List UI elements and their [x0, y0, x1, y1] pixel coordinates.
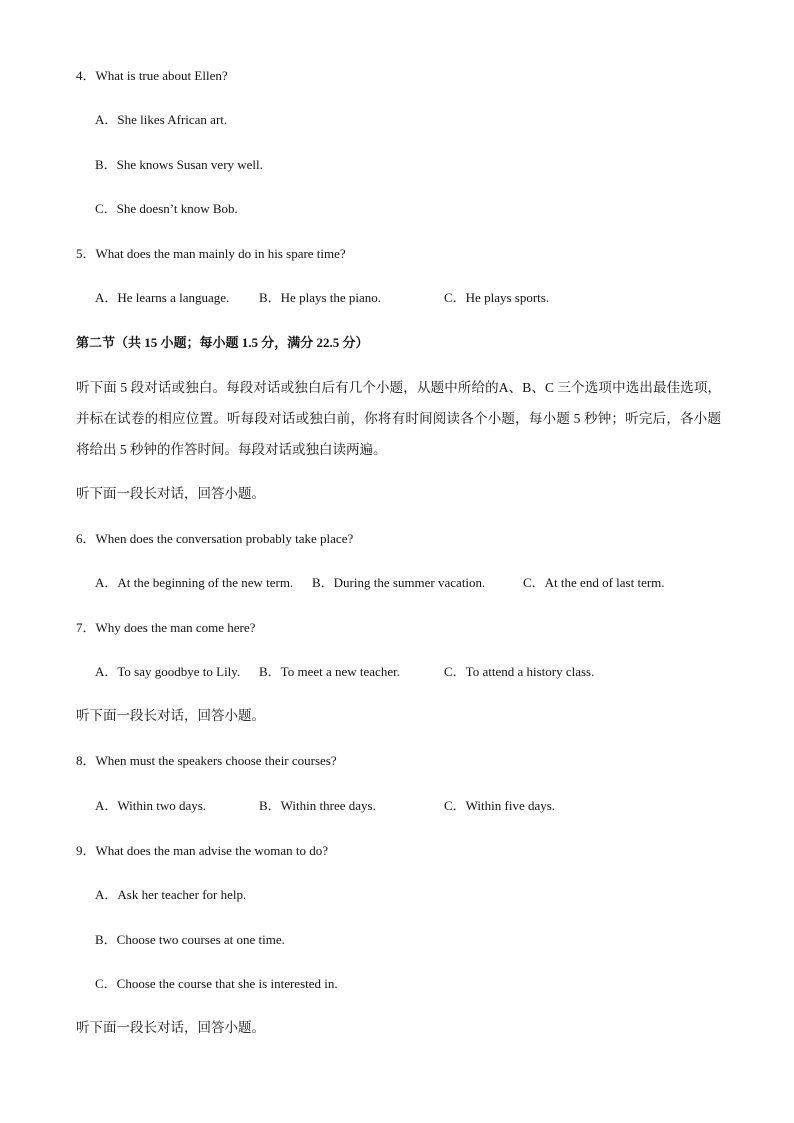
- question-5-option-b: B．He plays the piano.: [259, 290, 382, 305]
- dialogue-prompt-3: 听下面一段长对话，回答小题。: [76, 1020, 265, 1035]
- question-7-stem: 7．Why does the man come here?: [76, 620, 256, 635]
- question-7-option-b: B．To meet a new teacher.: [259, 664, 400, 679]
- question-8-option-b: B．Within three days.: [259, 798, 376, 813]
- question-4-stem: 4．What is true about Ellen?: [76, 68, 228, 83]
- question-8-option-a: A．Within two days.: [95, 798, 207, 813]
- question-9-option-a: A．Ask her teacher for help.: [95, 887, 247, 902]
- section-2-heading: 第二节（共 15 小题；每小题 1.5 分，满分 22.5 分）: [76, 335, 369, 350]
- question-4-option-b: B．She knows Susan very well.: [95, 157, 263, 172]
- question-6-option-b: B．During the summer vacation.: [312, 575, 486, 590]
- question-8-option-c: C．Within five days.: [444, 798, 556, 813]
- question-5-stem: 5．What does the man mainly do in his spare time?: [76, 246, 346, 261]
- question-6-option-c: C．At the end of last term.: [523, 575, 665, 590]
- question-9-option-c: C．Choose the course that she is interested in.: [95, 976, 338, 991]
- question-4-option-c: C．She doesn’t know Bob.: [95, 201, 238, 216]
- question-4-option-a: A．She likes African art.: [95, 112, 228, 127]
- question-7-option-a: A．To say goodbye to Lily.: [95, 664, 241, 679]
- question-5-option-c: C．He plays sports.: [444, 290, 550, 305]
- question-9-option-b: B．Choose two courses at one time.: [95, 932, 285, 947]
- question-5-option-a: A．He learns a language.: [95, 290, 230, 305]
- dialogue-prompt-1: 听下面一段长对话，回答小题。: [76, 486, 265, 501]
- question-6-stem: 6．When does the conversation probably take place?: [76, 531, 354, 546]
- question-6-option-a: A．At the beginning of the new term.: [95, 575, 294, 590]
- question-7-option-c: C．To attend a history class.: [444, 664, 595, 679]
- section-2-instructions: 听下面 5 段对话或独白。每段对话或独白后有几个小题，从题中所给的A、B、C 三个选项中选出最佳选项，并标在试卷的相应位置。听每段对话或独白前，你将有时间阅读各个小题，每小题 5 秒钟；听完后，各小题将给出 5 秒钟的作答时间。每段对话或独白读两遍。: [76, 380, 721, 457]
- question-9-stem: 9．What does the man advise the woman to do?: [76, 843, 328, 858]
- question-8-stem: 8．When must the speakers choose their courses?: [76, 753, 337, 768]
- dialogue-prompt-2: 听下面一段长对话，回答小题。: [76, 708, 265, 723]
